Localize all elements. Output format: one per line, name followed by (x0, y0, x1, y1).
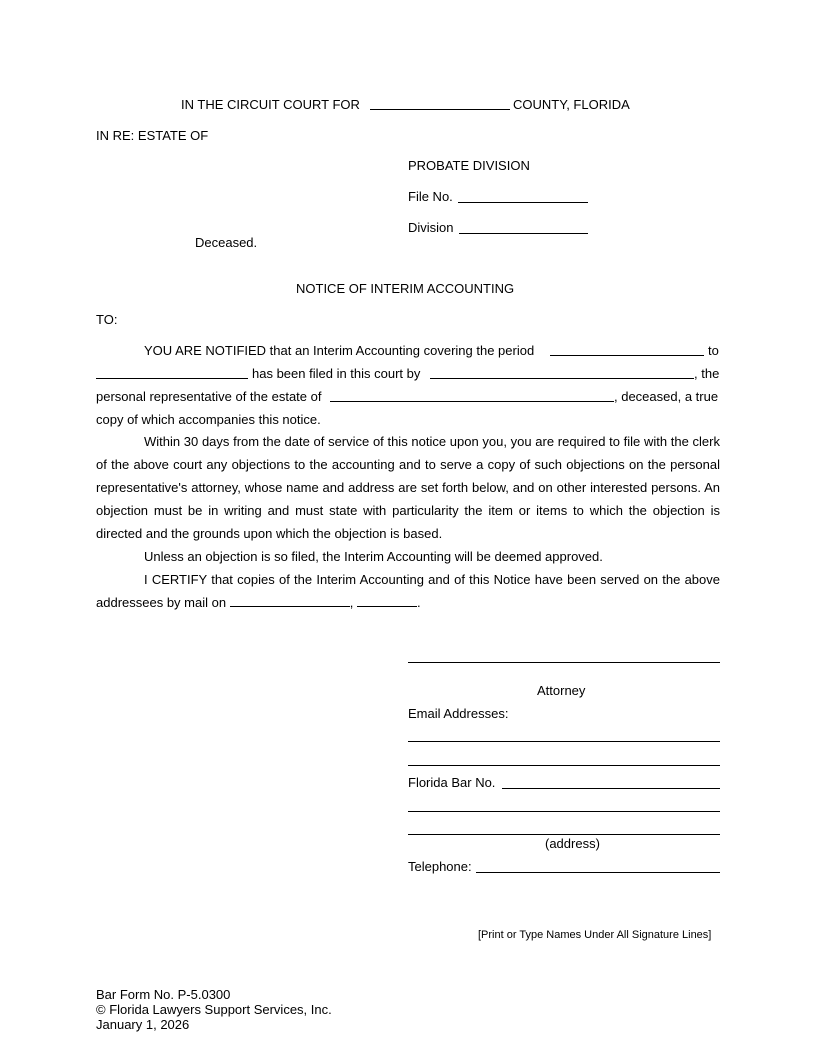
bar-no-blank[interactable] (502, 788, 720, 789)
court-prefix: IN THE CIRCUIT COURT FOR (181, 97, 360, 112)
form-date: January 1, 2026 (96, 1017, 190, 1032)
court-suffix: COUNTY, FLORIDA (513, 97, 630, 112)
p1-text-b: to (708, 343, 719, 358)
service-date-blank[interactable] (230, 594, 350, 607)
certificate-paragraph (96, 568, 720, 614)
certificate-period: . (416, 595, 421, 610)
service-year-blank[interactable] (357, 594, 417, 607)
p1-text-d: , the (694, 366, 720, 381)
address-label: (address) (545, 836, 600, 851)
county-blank[interactable] (370, 109, 510, 110)
email-label: Email Addresses: (408, 706, 509, 721)
p1-text-a: YOU ARE NOTIFIED that an Interim Accounting covering the period (144, 343, 535, 358)
document-title: NOTICE OF INTERIM ACCOUNTING (296, 281, 515, 296)
p1-text-c: has been filed in this court by (252, 366, 421, 381)
filed-by-blank[interactable] (430, 378, 694, 379)
certificate-text: I CERTIFY that copies of the Interim Accounting and of this Notice have been served on the above addressees by mail on (96, 572, 720, 610)
email-line-1[interactable] (408, 741, 720, 742)
period-start-blank[interactable] (550, 355, 704, 356)
signature-note: [Print or Type Names Under All Signature Lines] (478, 929, 712, 941)
division-blank[interactable] (459, 233, 588, 234)
objection-paragraph: Within 30 days from the date of service of this notice upon you, you are required to file with the clerk of the above court any objections to the accounting and to serve a copy of such objections on the personal representative's attorney, whose name and address are set forth below, and on other interested persons. An objection must be in writing and must state with particularity the item or items to which the objection is directed and the grounds upon which the objection is based. (96, 434, 720, 541)
file-no-blank[interactable] (458, 202, 588, 203)
certificate-comma: , (349, 595, 354, 610)
period-end-blank[interactable] (96, 378, 248, 379)
approval-paragraph: Unless an objection is so filed, the Interim Accounting will be deemed approved. (144, 549, 603, 564)
division-label: Division (408, 220, 454, 235)
telephone-blank[interactable] (476, 872, 720, 873)
p1-text-g: copy of which accompanies this notice. (96, 412, 321, 427)
estate-name-blank[interactable] (330, 401, 614, 402)
body-paragraphs (96, 430, 720, 568)
email-line-2[interactable] (408, 765, 720, 766)
copyright-notice: © Florida Lawyers Support Services, Inc. (96, 1002, 332, 1017)
bar-no-label: Florida Bar No. (408, 775, 496, 790)
probate-division: PROBATE DIVISION (408, 158, 530, 173)
telephone-label: Telephone: (408, 859, 472, 874)
file-no-label: File No. (408, 189, 453, 204)
address-line-1[interactable] (408, 811, 720, 812)
p1-text-e: personal representative of the estate of (96, 389, 322, 404)
attorney-label: Attorney (537, 683, 586, 698)
deceased-label: Deceased. (195, 235, 258, 250)
in-re-label: IN RE: ESTATE OF (96, 128, 209, 143)
to-label: TO: (96, 312, 118, 327)
signature-line[interactable] (408, 662, 720, 663)
address-line-2[interactable] (408, 834, 720, 835)
form-number: Bar Form No. P-5.0300 (96, 987, 231, 1002)
p1-text-f: , deceased, a true (614, 389, 719, 404)
form-footer (96, 987, 332, 1032)
